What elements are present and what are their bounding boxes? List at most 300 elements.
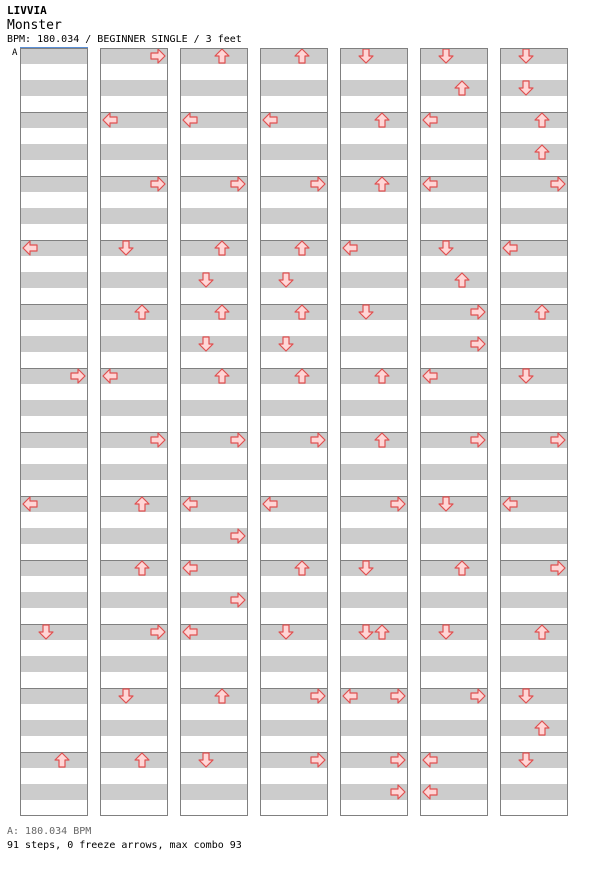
beat-stripe bbox=[20, 272, 88, 288]
beat-stripe bbox=[260, 224, 328, 240]
beat-stripe bbox=[20, 480, 88, 496]
beat-stripe bbox=[100, 448, 168, 464]
beat-stripe bbox=[500, 352, 568, 368]
beat-stripe bbox=[340, 48, 408, 64]
beat-stripe bbox=[260, 48, 328, 64]
beat-stripe bbox=[420, 656, 488, 672]
beat-stripe bbox=[180, 752, 248, 768]
beat-stripe bbox=[20, 288, 88, 304]
beat-stripe bbox=[20, 64, 88, 80]
beat-stripe bbox=[260, 448, 328, 464]
beat-stripe bbox=[260, 720, 328, 736]
beat-stripe bbox=[180, 144, 248, 160]
beat-stripe bbox=[500, 480, 568, 496]
beat-stripe bbox=[260, 768, 328, 784]
beat-stripe bbox=[500, 624, 568, 640]
beat-stripe bbox=[500, 608, 568, 624]
beat-stripe bbox=[20, 560, 88, 576]
beat-stripe bbox=[340, 464, 408, 480]
beat-stripe bbox=[340, 448, 408, 464]
beat-stripe bbox=[100, 656, 168, 672]
beat-stripe bbox=[100, 80, 168, 96]
beat-stripe bbox=[500, 368, 568, 384]
beat-stripe bbox=[180, 240, 248, 256]
beat-stripe bbox=[180, 272, 248, 288]
beat-stripe bbox=[20, 736, 88, 752]
beat-stripe bbox=[340, 368, 408, 384]
beat-stripe bbox=[500, 720, 568, 736]
beat-stripe bbox=[340, 160, 408, 176]
beat-stripe bbox=[20, 112, 88, 128]
beat-stripe bbox=[420, 544, 488, 560]
beat-stripe bbox=[500, 320, 568, 336]
beat-stripe bbox=[340, 256, 408, 272]
beat-stripe bbox=[340, 208, 408, 224]
beat-stripe bbox=[20, 512, 88, 528]
beat-stripe bbox=[100, 272, 168, 288]
beat-stripe bbox=[180, 192, 248, 208]
beat-stripe bbox=[20, 160, 88, 176]
beat-stripe bbox=[420, 272, 488, 288]
beat-stripe bbox=[20, 592, 88, 608]
beat-stripe bbox=[180, 96, 248, 112]
chart-info: BPM: 180.034 / BEGINNER SINGLE / 3 feet bbox=[7, 34, 242, 45]
beat-stripe bbox=[340, 608, 408, 624]
beat-stripe bbox=[100, 784, 168, 800]
beat-stripe bbox=[20, 400, 88, 416]
beat-stripe bbox=[420, 48, 488, 64]
beat-stripe bbox=[500, 64, 568, 80]
beat-stripe bbox=[500, 656, 568, 672]
beat-stripe bbox=[20, 304, 88, 320]
beat-stripe bbox=[260, 384, 328, 400]
beat-stripe bbox=[180, 288, 248, 304]
beat-stripe bbox=[260, 336, 328, 352]
beat-stripe bbox=[500, 160, 568, 176]
beat-stripe bbox=[340, 112, 408, 128]
beat-stripe bbox=[420, 320, 488, 336]
beat-stripe bbox=[20, 144, 88, 160]
beat-stripe bbox=[420, 528, 488, 544]
beat-stripe bbox=[420, 560, 488, 576]
bpm-summary: A: 180.034 BPM bbox=[7, 826, 92, 837]
beat-stripe bbox=[340, 400, 408, 416]
beat-stripe bbox=[180, 160, 248, 176]
beat-stripe bbox=[340, 656, 408, 672]
beat-stripe bbox=[500, 768, 568, 784]
beat-stripe bbox=[340, 720, 408, 736]
beat-stripe bbox=[340, 528, 408, 544]
beat-stripe bbox=[340, 592, 408, 608]
beat-stripe bbox=[420, 416, 488, 432]
beat-stripe bbox=[100, 688, 168, 704]
beat-stripe bbox=[340, 224, 408, 240]
beat-stripe bbox=[20, 752, 88, 768]
beat-stripe bbox=[20, 544, 88, 560]
beat-stripe bbox=[20, 80, 88, 96]
beat-stripe bbox=[180, 256, 248, 272]
beat-stripe bbox=[100, 560, 168, 576]
beat-stripe bbox=[100, 320, 168, 336]
beat-stripe bbox=[340, 560, 408, 576]
beat-stripe bbox=[180, 672, 248, 688]
beat-stripe bbox=[340, 176, 408, 192]
beat-stripe bbox=[20, 384, 88, 400]
beat-stripe bbox=[20, 640, 88, 656]
beat-stripe bbox=[180, 784, 248, 800]
beat-stripe bbox=[500, 400, 568, 416]
beat-stripe bbox=[100, 592, 168, 608]
beat-stripe bbox=[500, 208, 568, 224]
beat-stripe bbox=[340, 768, 408, 784]
beat-stripe bbox=[260, 592, 328, 608]
beat-stripe bbox=[180, 656, 248, 672]
beat-stripe bbox=[420, 96, 488, 112]
beat-stripe bbox=[500, 528, 568, 544]
beat-stripe bbox=[420, 624, 488, 640]
beat-stripe bbox=[420, 640, 488, 656]
beat-stripe bbox=[420, 384, 488, 400]
chart-column bbox=[420, 48, 488, 816]
beat-stripe bbox=[20, 416, 88, 432]
beat-stripe bbox=[260, 560, 328, 576]
beat-stripe bbox=[500, 80, 568, 96]
chart-column bbox=[100, 48, 168, 816]
beat-stripe bbox=[420, 128, 488, 144]
beat-stripe bbox=[20, 624, 88, 640]
beat-stripe bbox=[260, 624, 328, 640]
beat-stripe bbox=[100, 144, 168, 160]
beat-stripe bbox=[20, 176, 88, 192]
beat-stripe bbox=[260, 480, 328, 496]
beat-stripe bbox=[20, 448, 88, 464]
beat-stripe bbox=[420, 352, 488, 368]
beat-stripe bbox=[180, 224, 248, 240]
beat-stripe bbox=[260, 416, 328, 432]
beat-stripe bbox=[500, 464, 568, 480]
beat-stripe bbox=[20, 608, 88, 624]
beat-stripe bbox=[100, 400, 168, 416]
beat-stripe bbox=[500, 96, 568, 112]
beat-stripe bbox=[420, 224, 488, 240]
beat-stripe bbox=[260, 368, 328, 384]
beat-stripe bbox=[420, 592, 488, 608]
beat-stripe bbox=[340, 192, 408, 208]
beat-stripe bbox=[500, 672, 568, 688]
beat-stripe bbox=[500, 784, 568, 800]
beat-stripe bbox=[180, 48, 248, 64]
beat-stripe bbox=[20, 208, 88, 224]
beat-stripe bbox=[180, 544, 248, 560]
beat-stripe bbox=[100, 544, 168, 560]
beat-stripe bbox=[20, 720, 88, 736]
beat-stripe bbox=[180, 736, 248, 752]
beat-stripe bbox=[100, 256, 168, 272]
beat-stripe bbox=[100, 96, 168, 112]
beat-stripe bbox=[420, 80, 488, 96]
beat-stripe bbox=[20, 320, 88, 336]
beat-stripe bbox=[20, 528, 88, 544]
beat-stripe bbox=[260, 464, 328, 480]
beat-stripe bbox=[260, 800, 328, 816]
chart-column bbox=[260, 48, 328, 816]
beat-stripe bbox=[100, 64, 168, 80]
beat-stripe bbox=[260, 288, 328, 304]
beat-stripe bbox=[500, 128, 568, 144]
beat-stripe bbox=[260, 704, 328, 720]
beat-stripe bbox=[260, 544, 328, 560]
beat-stripe bbox=[100, 336, 168, 352]
beat-stripe bbox=[500, 592, 568, 608]
beat-stripe bbox=[20, 128, 88, 144]
beat-stripe bbox=[420, 672, 488, 688]
beat-stripe bbox=[260, 320, 328, 336]
beat-stripe bbox=[420, 256, 488, 272]
beat-stripe bbox=[340, 64, 408, 80]
beat-stripe bbox=[500, 640, 568, 656]
beat-stripe bbox=[20, 800, 88, 816]
beat-stripe bbox=[260, 400, 328, 416]
beat-stripe bbox=[340, 704, 408, 720]
beat-stripe bbox=[260, 208, 328, 224]
beat-stripe bbox=[500, 752, 568, 768]
beat-stripe bbox=[340, 672, 408, 688]
beat-stripe bbox=[420, 144, 488, 160]
beat-stripe bbox=[20, 464, 88, 480]
beat-stripe bbox=[260, 640, 328, 656]
beat-stripe bbox=[180, 448, 248, 464]
beat-stripe bbox=[260, 656, 328, 672]
beat-stripe bbox=[500, 688, 568, 704]
beat-stripe bbox=[180, 352, 248, 368]
beat-stripe bbox=[500, 256, 568, 272]
beat-stripe bbox=[500, 48, 568, 64]
beat-stripe bbox=[180, 704, 248, 720]
beat-stripe bbox=[100, 800, 168, 816]
beat-stripe bbox=[260, 240, 328, 256]
beat-stripe bbox=[180, 128, 248, 144]
beat-stripe bbox=[420, 64, 488, 80]
beat-stripe bbox=[340, 272, 408, 288]
beat-stripe bbox=[500, 416, 568, 432]
beat-stripe bbox=[180, 512, 248, 528]
beat-stripe bbox=[100, 384, 168, 400]
bpm-marker-label: A bbox=[12, 48, 18, 58]
beat-stripe bbox=[500, 272, 568, 288]
beat-stripe bbox=[420, 608, 488, 624]
beat-stripe bbox=[180, 80, 248, 96]
beat-stripe bbox=[100, 736, 168, 752]
beat-stripe bbox=[20, 336, 88, 352]
beat-stripe bbox=[20, 672, 88, 688]
beat-stripe bbox=[260, 352, 328, 368]
beat-stripe bbox=[180, 368, 248, 384]
beat-stripe bbox=[500, 384, 568, 400]
beat-stripe bbox=[20, 224, 88, 240]
artist-name: LIVVIA bbox=[7, 4, 47, 17]
beat-stripe bbox=[100, 752, 168, 768]
chart-column bbox=[500, 48, 568, 816]
beat-stripe bbox=[20, 784, 88, 800]
beat-stripe bbox=[500, 512, 568, 528]
beat-stripe bbox=[180, 208, 248, 224]
beat-stripe bbox=[100, 608, 168, 624]
beat-stripe bbox=[180, 608, 248, 624]
beat-stripe bbox=[100, 480, 168, 496]
chart-column bbox=[180, 48, 248, 816]
beat-stripe bbox=[500, 224, 568, 240]
beat-stripe bbox=[420, 448, 488, 464]
beat-stripe bbox=[20, 432, 88, 448]
beat-stripe bbox=[340, 416, 408, 432]
beat-stripe bbox=[180, 384, 248, 400]
beat-stripe bbox=[180, 688, 248, 704]
beat-stripe bbox=[100, 512, 168, 528]
beat-stripe bbox=[340, 544, 408, 560]
beat-stripe bbox=[420, 288, 488, 304]
beat-stripe bbox=[100, 528, 168, 544]
beat-stripe bbox=[340, 320, 408, 336]
beat-stripe bbox=[420, 400, 488, 416]
beat-stripe bbox=[180, 576, 248, 592]
beat-stripe bbox=[260, 528, 328, 544]
beat-stripe bbox=[340, 304, 408, 320]
beat-stripe bbox=[180, 416, 248, 432]
beat-stripe bbox=[180, 720, 248, 736]
beat-stripe bbox=[500, 288, 568, 304]
beat-stripe bbox=[420, 480, 488, 496]
beat-stripe bbox=[420, 192, 488, 208]
beat-stripe bbox=[100, 640, 168, 656]
beat-stripe bbox=[260, 96, 328, 112]
beat-stripe bbox=[100, 192, 168, 208]
beat-stripe bbox=[180, 320, 248, 336]
beat-stripe bbox=[340, 80, 408, 96]
beat-stripe bbox=[260, 608, 328, 624]
beat-stripe bbox=[500, 448, 568, 464]
beat-stripe bbox=[340, 624, 408, 640]
beat-stripe bbox=[20, 192, 88, 208]
beat-stripe bbox=[420, 240, 488, 256]
beat-stripe bbox=[100, 224, 168, 240]
beat-stripe bbox=[100, 288, 168, 304]
beat-stripe bbox=[20, 576, 88, 592]
chart-column bbox=[340, 48, 408, 816]
beat-stripe bbox=[340, 512, 408, 528]
beat-stripe bbox=[420, 496, 488, 512]
beat-stripe bbox=[340, 736, 408, 752]
beat-stripe bbox=[100, 464, 168, 480]
beat-stripe bbox=[420, 704, 488, 720]
beat-stripe bbox=[420, 464, 488, 480]
beat-stripe bbox=[20, 96, 88, 112]
beat-stripe bbox=[260, 144, 328, 160]
beat-stripe bbox=[420, 800, 488, 816]
beat-stripe bbox=[500, 544, 568, 560]
beat-stripe bbox=[340, 144, 408, 160]
beat-stripe bbox=[100, 704, 168, 720]
beat-stripe bbox=[180, 640, 248, 656]
beat-stripe bbox=[340, 128, 408, 144]
beat-stripe bbox=[20, 656, 88, 672]
beat-stripe bbox=[180, 464, 248, 480]
beat-stripe bbox=[180, 768, 248, 784]
beat-stripe bbox=[180, 800, 248, 816]
beat-stripe bbox=[20, 256, 88, 272]
beat-stripe bbox=[20, 352, 88, 368]
beat-stripe bbox=[260, 512, 328, 528]
beat-stripe bbox=[420, 160, 488, 176]
beat-stripe bbox=[100, 128, 168, 144]
beat-stripe bbox=[420, 512, 488, 528]
beat-stripe bbox=[420, 720, 488, 736]
beat-stripe bbox=[500, 192, 568, 208]
beat-stripe bbox=[100, 240, 168, 256]
beat-stripe bbox=[100, 496, 168, 512]
beat-stripe bbox=[500, 800, 568, 816]
beat-stripe bbox=[260, 80, 328, 96]
beat-stripe bbox=[260, 256, 328, 272]
beat-stripe bbox=[340, 432, 408, 448]
beat-stripe bbox=[260, 576, 328, 592]
beat-stripe bbox=[20, 704, 88, 720]
beat-stripe bbox=[260, 304, 328, 320]
song-title: Monster bbox=[7, 18, 62, 33]
beat-stripe bbox=[180, 480, 248, 496]
beat-stripe bbox=[340, 336, 408, 352]
beat-stripe bbox=[260, 672, 328, 688]
beat-stripe bbox=[180, 400, 248, 416]
beat-stripe bbox=[260, 784, 328, 800]
beat-stripe bbox=[260, 272, 328, 288]
beat-stripe bbox=[180, 336, 248, 352]
beat-stripe bbox=[100, 352, 168, 368]
chart-column bbox=[20, 48, 88, 816]
beat-stripe bbox=[340, 800, 408, 816]
beat-stripe bbox=[260, 64, 328, 80]
beat-stripe bbox=[180, 304, 248, 320]
step-stats: 91 steps, 0 freeze arrows, max combo 93 bbox=[7, 840, 242, 851]
beat-stripe bbox=[500, 144, 568, 160]
beat-stripe bbox=[100, 304, 168, 320]
beat-stripe bbox=[260, 736, 328, 752]
beat-stripe bbox=[500, 576, 568, 592]
beat-stripe bbox=[100, 416, 168, 432]
beat-stripe bbox=[420, 736, 488, 752]
beat-stripe bbox=[100, 160, 168, 176]
beat-stripe bbox=[20, 688, 88, 704]
beat-stripe bbox=[100, 208, 168, 224]
beat-stripe bbox=[100, 672, 168, 688]
beat-stripe bbox=[100, 720, 168, 736]
beat-stripe bbox=[260, 192, 328, 208]
beat-stripe bbox=[100, 576, 168, 592]
beat-stripe bbox=[500, 304, 568, 320]
beat-stripe bbox=[260, 160, 328, 176]
beat-stripe bbox=[340, 352, 408, 368]
beat-stripe bbox=[340, 384, 408, 400]
beat-stripe bbox=[340, 96, 408, 112]
beat-stripe bbox=[500, 112, 568, 128]
beat-stripe bbox=[180, 64, 248, 80]
beat-stripe bbox=[420, 208, 488, 224]
beat-stripe bbox=[500, 736, 568, 752]
beat-stripe bbox=[340, 480, 408, 496]
beat-stripe bbox=[20, 768, 88, 784]
beat-stripe bbox=[340, 288, 408, 304]
beat-stripe bbox=[500, 704, 568, 720]
chart-footer bbox=[7, 825, 242, 853]
